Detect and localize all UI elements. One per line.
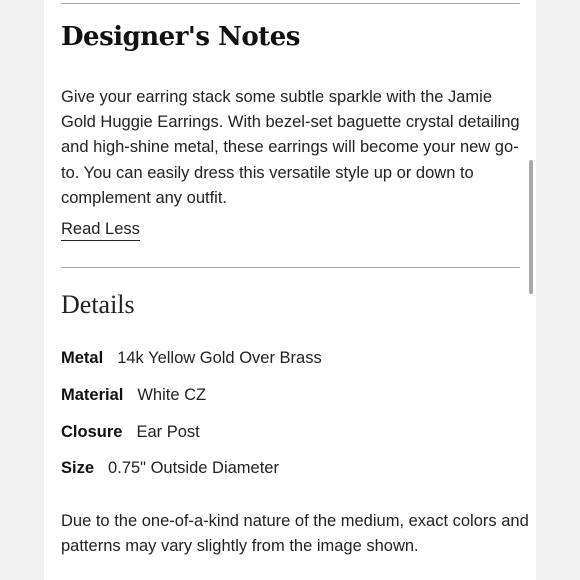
spec-row-closure bbox=[61, 423, 200, 442]
spec-label: Metal bbox=[61, 349, 104, 367]
spec-row-material bbox=[61, 386, 206, 405]
product-details-panel bbox=[44, 0, 536, 580]
scrollbar-thumb[interactable] bbox=[529, 160, 533, 294]
spec-value: 0.75" Outside Diameter bbox=[108, 459, 279, 477]
spec-row-metal bbox=[61, 349, 322, 368]
spec-row-size bbox=[61, 459, 279, 478]
spec-value: White CZ bbox=[137, 386, 207, 404]
designers-notes-heading: Designer's Notes bbox=[61, 22, 300, 52]
read-less-link[interactable]: Read Less bbox=[61, 220, 140, 241]
designers-notes-body: Give your earring stack some subtle sparkle with the Jamie Gold Huggie Earrings. With bezel-set baguette crystal detailing and high-shine metal, these earrings will become your new go-to. You can easily dress this versatile style up or down to complement any outfit. bbox=[61, 88, 520, 207]
spec-label: Size bbox=[61, 459, 95, 477]
section-divider bbox=[61, 267, 520, 268]
spec-label: Material bbox=[61, 386, 124, 404]
spec-label: Closure bbox=[61, 423, 123, 441]
spec-value: 14k Yellow Gold Over Brass bbox=[117, 349, 322, 367]
disclaimer-text: Due to the one-of-a-kind nature of the medium, exact colors and patterns may vary slightly from the image shown. bbox=[61, 512, 529, 556]
details-heading: Details bbox=[61, 290, 135, 319]
top-divider bbox=[61, 3, 520, 4]
spec-value: Ear Post bbox=[136, 423, 200, 441]
